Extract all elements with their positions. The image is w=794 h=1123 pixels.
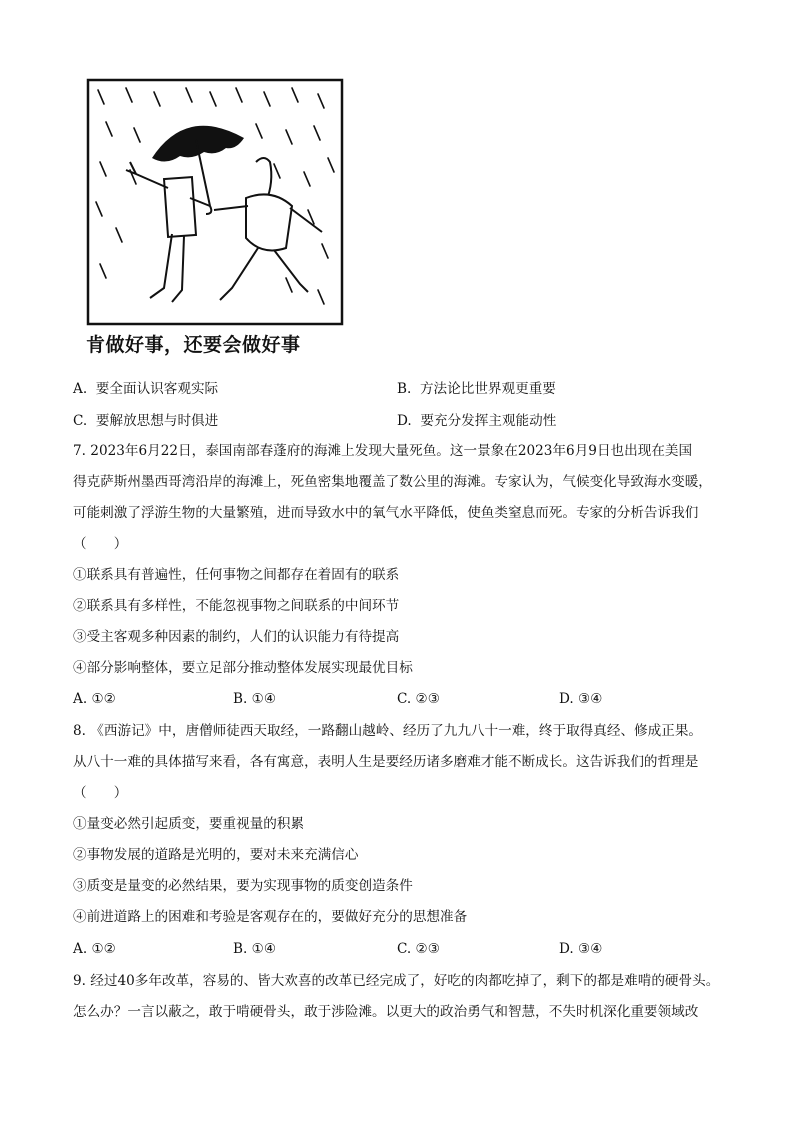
q8-statement: ③质变是量变的必然结果，要为实现事物的质变创造条件 (73, 878, 413, 894)
q7-statement: ②联系具有多样性，不能忽视事物之间联系的中间环节 (73, 598, 400, 614)
q7-option-d: D. ③④ (559, 691, 603, 707)
q8-stem-line: 8. 《西游记》中，唐僧师徒西天取经，一路翻山越岭、经历了九九八十一难，终于取得真经、修成正果。 (73, 723, 703, 739)
q8-option-a: A. ①② (73, 941, 116, 957)
q6-option-c (73, 412, 218, 430)
q7-statement: ①联系具有普遍性，任何事物之间都存在着固有的联系 (73, 567, 400, 583)
q8-stem-line: 从八十一难的具体描写来看，各有寓意，表明人生是要经历诸多磨难才能不断成长。这告诉我们的哲理是 (73, 754, 699, 770)
option-letter: C. (73, 413, 88, 429)
q7-option-b: B. ①④ (233, 691, 277, 707)
q8-option-b: B. ①④ (233, 941, 277, 957)
q7-option-c: C. ②③ (397, 691, 440, 707)
option-letter: A. (73, 381, 88, 397)
q8-answer-blank: （ ） (73, 785, 128, 801)
q9-stem-line: 怎么办？一言以蔽之，敢于啃硬骨头，敢于涉险滩。以更大的政治勇气和智慧，不失时机深化重要领域改 (73, 1004, 699, 1020)
option-text: 要全面认识客观实际 (95, 381, 219, 397)
q8-statement: ④前进道路上的困难和考验是客观存在的，要做好充分的思想准备 (73, 909, 468, 925)
q8-statement: ①量变必然引起质变，要重视量的积累 (73, 816, 305, 832)
q7-statement: ④部分影响整体，要立足部分推动整体发展实现最优目标 (73, 660, 413, 676)
option-letter: D. (397, 413, 412, 429)
q6-option-d (397, 412, 556, 430)
option-letter: B. (397, 381, 412, 397)
option-text: 要解放思想与时俱进 (95, 413, 219, 429)
q7-stem-line: 7. 2023年6月22日，泰国南部春蓬府的海滩上发现大量死鱼。这一景象在2023年6月9日也出现在美国 (73, 443, 693, 459)
option-text: 要充分发挥主观能动性 (420, 413, 557, 429)
q8-statement: ②事物发展的道路是光明的，要对未来充满信心 (73, 847, 359, 863)
cartoon-illustration (86, 78, 344, 326)
q7-option-a: A. ①② (73, 691, 116, 707)
cartoon-caption: 肯做好事，还要会做好事 (86, 334, 301, 356)
q6-option-b (397, 380, 556, 398)
q9-stem-line: 9. 经过40多年改革，容易的、皆大欢喜的改革已经完成了，好吃的肉都吃掉了，剩下的都是难啃的硬骨头。 (73, 973, 720, 989)
q7-stem-line: 可能刺激了浮游生物的大量繁殖，进而导致水中的氧气水平降低，使鱼类窒息而死。专家的分析告诉我们 (73, 505, 699, 521)
q8-option-c: C. ②③ (397, 941, 440, 957)
q8-option-d: D. ③④ (559, 941, 603, 957)
q7-statement: ③受主客观多种因素的制约，人们的认识能力有待提高 (73, 629, 400, 645)
q7-stem-line: 得克萨斯州墨西哥湾沿岸的海滩上，死鱼密集地覆盖了数公里的海滩。专家认为，气候变化导致海水变暖， (73, 474, 712, 490)
q7-answer-blank: （ ） (73, 536, 128, 552)
option-text: 方法论比世界观更重要 (419, 381, 556, 397)
q6-option-a (73, 380, 218, 398)
